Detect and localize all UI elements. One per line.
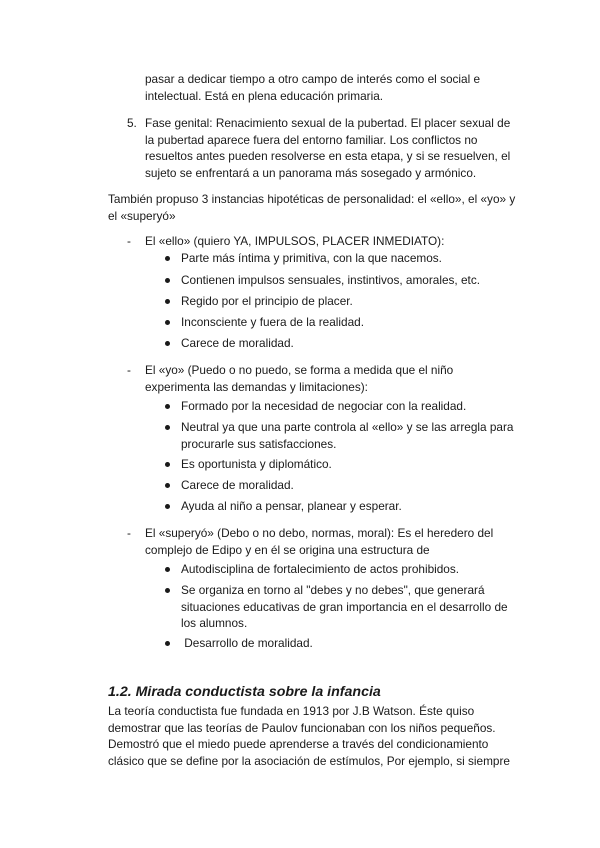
list-item: Carece de moralidad.: [181, 478, 294, 492]
text-line: Neutral ya que una parte controla al «ello» y se las arregla para: [181, 420, 514, 434]
dash-marker: -: [127, 526, 131, 540]
bullet-dot: [165, 256, 170, 261]
dash-marker: -: [127, 234, 131, 248]
bullet-dot: [165, 588, 170, 593]
list-item: Autodisciplina de fortalecimiento de actos prohibidos.: [181, 562, 460, 576]
list-item: Contienen impulsos sensuales, instintivos, amorales, etc.: [181, 273, 481, 287]
bullet-dot: [165, 462, 170, 467]
text-line: intelectual. Está en plena educación primaria.: [145, 88, 384, 103]
text-line: resueltos antes pueden resolverse en esta etapa, y si se resuelven, el: [145, 149, 511, 164]
bullet-dot: [165, 483, 170, 488]
text-line: situaciones educativas de gran importancia en el desarrollo de: [181, 599, 508, 614]
list-item: Carece de moralidad.: [181, 336, 294, 350]
continuation-paragraph: [145, 71, 480, 104]
superyo-heading: [145, 525, 493, 558]
list-item: Parte más íntima y primitiva, con la que nacemos.: [181, 251, 442, 265]
bullet-dot: [165, 567, 170, 572]
bullet-dot: [165, 504, 170, 509]
text-line: El «superyó» (Debo o no debo, normas, moral): Es el heredero del: [145, 526, 494, 540]
text-line: pasar a dedicar tiempo a otro campo de interés como el social e: [145, 72, 481, 86]
intro-paragraph: [108, 191, 515, 224]
text-line: La teoría conductista fue fundada en 1913 por J.B Watson. Éste quiso: [108, 704, 475, 718]
list-item: Desarrollo de moralidad.: [181, 636, 313, 650]
text-line: la pubertad aparece fuera del entorno familiar. Los conflictos no: [145, 132, 478, 147]
bullet-dot: [165, 641, 170, 646]
list-item: Regido por el principio de placer.: [181, 294, 353, 308]
text-line: complejo de Edipo y en él se origina una estructura de: [145, 542, 430, 557]
list-number: 5.: [127, 116, 137, 130]
list-item: Es oportunista y diplomático.: [181, 457, 332, 471]
bullet-dot: [165, 404, 170, 409]
text-line: sujeto se enfrentará a un panorama más sosegado y armónico.: [145, 165, 477, 180]
bullet-dot: [165, 320, 170, 325]
bullet-dot: [165, 425, 170, 430]
section-heading: 1.2. Mirada conductista sobre la infancia: [108, 684, 381, 700]
text-line: los alumnos.: [181, 616, 248, 631]
bullet-dot: [165, 278, 170, 283]
text-line: clásico que se define por la asociación de estímulos, Por ejemplo, si siempre: [108, 753, 510, 768]
text-line: Demostró que el miedo puede aprenderse a través del condicionamiento: [108, 737, 489, 752]
list-item: [181, 419, 526, 452]
text-line: el «superyó»: [108, 208, 176, 223]
list-item: Ayuda al niño a pensar, planear y esperar.: [181, 499, 402, 513]
text-line: experimenta las demandas y limitaciones):: [145, 379, 368, 394]
bullet-dot: [165, 299, 170, 304]
dash-marker: -: [127, 363, 131, 377]
ello-heading: El «ello» (quiero YA, IMPULSOS, PLACER INMEDIATO):: [145, 234, 445, 248]
list-item-5: [145, 115, 510, 181]
list-item: Inconsciente y fuera de la realidad.: [181, 315, 364, 329]
yo-heading: [145, 362, 453, 395]
list-item: Formado por la necesidad de negociar con la realidad.: [181, 399, 467, 413]
text-line: demostrar que las teorías de Paulov funcionaban con los niños pequeños.: [108, 720, 496, 735]
list-item: [181, 582, 526, 632]
text-line: También propuso 3 instancias hipotéticas de personalidad: el «ello», el «yo» y: [108, 192, 516, 206]
text-line: Fase genital: Renacimiento sexual de la pubertad. El placer sexual de: [145, 116, 511, 130]
bullet-dot: [165, 341, 170, 346]
text-line: El «yo» (Puedo o no puedo, se forma a medida que el niño: [145, 363, 454, 377]
text-line: procurarle sus satisfacciones.: [181, 436, 337, 451]
text-line: Se organiza en torno al "debes y no debes", que generará: [181, 583, 485, 597]
section-paragraph: [108, 703, 510, 769]
